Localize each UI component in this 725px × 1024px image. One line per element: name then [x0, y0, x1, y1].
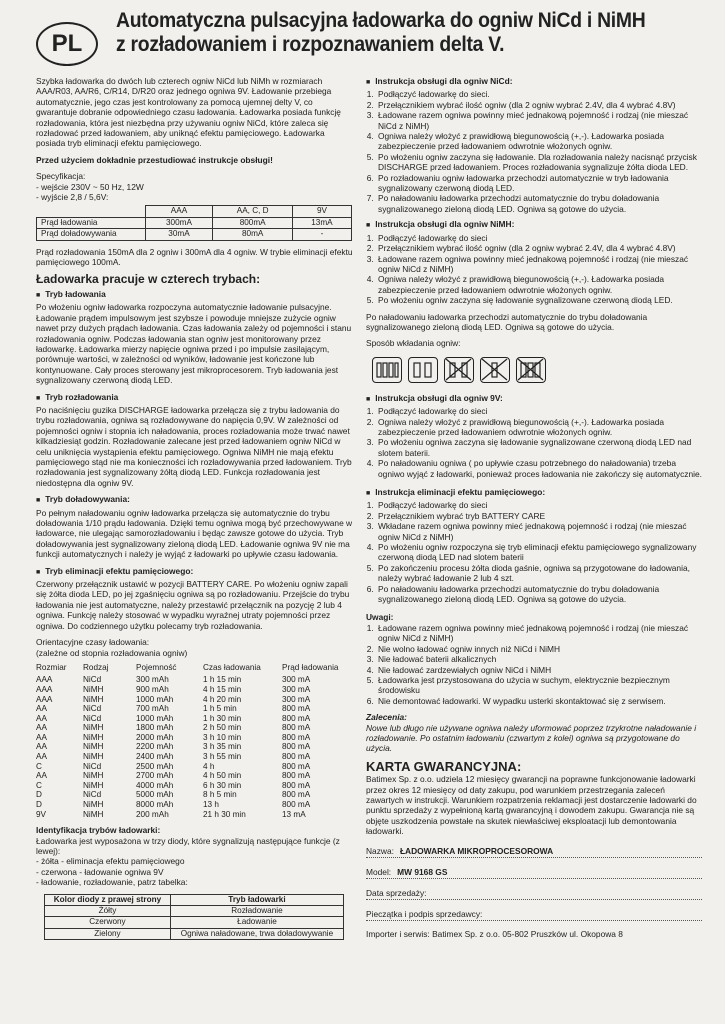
nicd-heading: ■ Instrukcja obsługi dla ogniw NiCd:	[366, 76, 702, 88]
table-header: Czas ładowania	[203, 662, 261, 672]
table-cell: AA	[36, 771, 47, 781]
table-cell: NiMH	[83, 771, 104, 781]
table-cell: AAA	[36, 684, 53, 694]
table-cell: 200 mAh	[136, 809, 169, 819]
list-item: 1. Podłączyć ładowarkę do sieci	[376, 233, 702, 243]
table-row	[36, 790, 343, 800]
intro-paragraph: Szybka ładowarka do dwóch lub czterech ogniw NiCd lub NiMh w rozmiarach AAA/R03, AA/R6, C/R14, D/R20 oraz jednego ogniwa 9V. Ładowanie przebiega automatycznie, jego czas jest kontrolowany za pomocą ujemnej delty V, co gwarantuje dobranie odpowiedniego czasu ładowania. Ładowarka posiada funkcję rozładowania, która jest niezbędna przy używaniu ogniw NiCd, które zaleca się rozładować przed ładowaniem, aby uniknąć efektu pamięciowego. Ładowarka posiada tryb eliminacji efektu pamięciowego.	[36, 76, 341, 149]
table-cell: C	[36, 761, 42, 771]
table-cell: AA	[36, 723, 47, 733]
ident-intro: Ładowarka jest wyposażona w trzy diody, które sygnalizują następujące funkcje (z lewej):	[36, 835, 340, 857]
warning-text: Przed użyciem dokładnie przestudiować instrukcje obsługi!	[36, 154, 273, 165]
table-cell: 80mA	[213, 229, 292, 240]
list-item: 1. Ładowane razem ogniwa powinny mieć jednakową pojemność i rodzaj (nie mieszać ogniw NiCd z NiMH)	[376, 623, 702, 644]
spec-table	[36, 205, 352, 240]
list-item: 7. Po naładowaniu ładowarka przechodzi automatycznie do trybu doładowania sygnalizowanego zieloną diodą LED. Ogniwa są gotowe do użycia.	[376, 193, 702, 214]
insert-title: Sposób wkładania ogniw:	[366, 338, 461, 349]
table-cell: 4 h 50 min	[203, 771, 242, 781]
memory-steps	[366, 500, 702, 604]
recommendations-heading: Zalecenia:	[366, 712, 407, 723]
table-header: 9V	[292, 206, 351, 217]
list-item: 1. Podłączyć ładowarkę do sieci	[376, 406, 702, 416]
table-cell: 300 mA	[282, 684, 311, 694]
table-cell: 2 h 50 min	[203, 723, 242, 733]
table-cell: 3 h 10 min	[203, 732, 242, 742]
list-item: 3. Po włożeniu ogniwa zaczyna się ładowanie sygnalizowane czerwoną diodą LED nad slotem baterii.	[376, 437, 702, 458]
sale-date-field[interactable]	[366, 885, 702, 900]
times-subtitle: (zależne od stopnia rozładowania ogniw)	[36, 647, 188, 658]
table-header: Rozmiar	[36, 662, 67, 672]
table-cell: 4 h	[203, 761, 215, 771]
table-cell: NiMH	[83, 684, 104, 694]
table-cell: 800mA	[213, 217, 292, 228]
list-item: 6. Po rozładowaniu ogniw ładowarka przechodzi automatycznie w tryb ładowania sygnalizowany czerwoną diodą LED.	[376, 173, 702, 194]
table-cell: 300 mA	[282, 675, 311, 685]
table-cell: 1 h 15 min	[203, 675, 242, 685]
table-cell: 800 mA	[282, 780, 311, 790]
table-cell: 2700 mAh	[136, 771, 174, 781]
table-cell: 2200 mAh	[136, 742, 174, 752]
table-row	[45, 894, 344, 905]
table-cell: AA	[36, 752, 47, 762]
v9-heading: ■ Instrukcja obsługi dla ogniw 9V:	[366, 393, 702, 405]
table-cell: AA	[36, 713, 47, 723]
list-item: 6. Po naładowaniu ładowarka przechodzi automatycznie do trybu doładowania sygnalizowanego zieloną diodą LED. Ogniwa są gotowe do użycia.	[376, 584, 702, 605]
table-header: Pojemność	[136, 662, 177, 672]
mode-text: Po pełnym naładowaniu ogniw ładowarka przełącza się automatycznie do trybu doładowania 1/10 prądu ładowania. Dzięki temu ogniwa mogą być przechowywane w ładowarce, nie ulegając samorozładowaniu i będąc zawsze gotowe do użycia. Tryb doładowywania jest sygnalizowany zieloną diodą LED. Ładowanie ogniwa 9V nie ma funkcji automatycznych i należy je wyjąć z ładowarki po upływie czasu ładowania.	[36, 507, 353, 560]
table-cell: NiMH	[83, 780, 104, 790]
mode-text: Po naciśnięciu guzika DISCHARGE ładowarka przełącza się z trybu ładowania do trybu rozładowania, ogniwa są rozładowywane do napięcia 0,9V. W zależności od pojemności ogniw i stopnia ich naładowania, proces rozładowania może trwać nawet kilkadziesiąt godzin. Rozładowanie zalecane jest przed ładowaniem ogniw NiCd w celu uniknięcia wystąpienia efektu pamięciowego. Ogniwa NiMH nie mają efektu pamięciowego stąd nie ma konieczności ich rozładowywania przed ładowaniem. Tryb rozładowania jest sygnalizowany żółtą diodą LED. Funkcja rozładowania jest niedostępna dla ogniw 9V.	[36, 404, 352, 488]
table-row	[36, 685, 343, 695]
table-cell: 21 h 30 min	[203, 809, 246, 819]
ident-title: Identyfikacja trybów ładowarki:	[36, 825, 161, 836]
title-line-1: Automatyczna pulsacyjna ładowarka do ogniw NiCd i NiMH	[116, 8, 646, 32]
table-header: Kolor diody z prawej strony	[45, 894, 171, 905]
table-cell: 300 mA	[282, 694, 311, 704]
table-cell: NiMH	[83, 809, 104, 819]
list-item: 5. Po włożeniu ogniw zaczyna się ładowanie. Dla rozładowania należy nacisnąć przycisk DISCHARGE przed ładowaniem. Proces rozładowania sygnalizuje żółta dioda LED.	[376, 152, 702, 173]
table-cell: 6 h 30 min	[203, 780, 242, 790]
memory-heading: ■ Instrukcja eliminacji efektu pamięciowego:	[366, 487, 702, 499]
list-item: 5. Po zakończeniu procesu żółta dioda gaśnie, ogniwa są przygotowane do ładowania, należy wybrać ładowanie 2 lub 4 szt.	[376, 563, 702, 584]
table-cell: 2000 mAh	[136, 732, 174, 742]
list-item: 5. Po włożeniu ogniw zaczyna się ładowanie sygnalizowane czerwoną diodą LED.	[376, 295, 702, 305]
name-field	[366, 843, 702, 858]
table-row	[36, 781, 343, 791]
sale-date-label: Data sprzedaży:	[366, 888, 427, 899]
table-row	[36, 752, 343, 762]
table-cell	[37, 206, 146, 217]
table-cell: 800 mA	[282, 771, 311, 781]
table-cell: 1800 mAh	[136, 723, 174, 733]
nicd-steps	[366, 89, 702, 214]
table-cell: 1000 mAh	[136, 694, 174, 704]
table-cell: Ładowanie	[170, 917, 343, 928]
table-row	[36, 675, 343, 685]
battery-wrong-icon	[480, 357, 510, 383]
table-cell: NiCd	[83, 790, 102, 800]
mode-heading: ■ Tryb ładowania	[36, 289, 354, 301]
list-item: 2. Nie wolno ładować ogniw innych niż NiCd i NiMH	[376, 644, 702, 654]
ident-list	[36, 856, 354, 887]
table-cell: 9V	[36, 809, 47, 819]
table-row	[45, 906, 344, 917]
warranty-heading: KARTA GWARANCYJNA:	[366, 758, 522, 774]
table-cell: 800 mA	[282, 723, 311, 733]
table-row	[36, 733, 343, 743]
table-row	[37, 229, 352, 240]
list-item: 4. Po włożeniu ogniw rozpoczyna się tryb eliminacji efektu pamięciowego sygnalizowany czerwoną diodą LED nad slotem baterii	[376, 542, 702, 563]
table-cell: NiCd	[83, 675, 102, 685]
spec-item: - wyjście 2,8 / 5,6V:	[36, 192, 109, 203]
table-row	[36, 771, 343, 781]
table-row	[37, 217, 352, 228]
stamp-field[interactable]	[366, 906, 702, 921]
table-row	[36, 663, 343, 675]
table-row	[36, 742, 343, 752]
table-cell: NiMH	[83, 800, 104, 810]
table-cell: 900 mAh	[136, 684, 169, 694]
table-row	[36, 695, 343, 705]
mode-text: Czerwony przełącznik ustawić w pozycji BATTERY CARE. Po włożeniu ogniw zapali się żółta dioda LED, po jej zgaśnięciu ogniwa są po rozładowaniu. Przejście do trybu ładowania nie jest automatyczne, należy przestawić przełącznik na pozycję 2 lub 4 ogniwa. Funkcję należy stosować w wypadku wyraźnej utraty pojemności przez ogniwa. Do codziennego użytku polecamy tryb rozładowania.	[36, 579, 350, 631]
table-header: Tryb ładowarki	[170, 894, 343, 905]
table-row	[36, 723, 343, 733]
mode-heading: ■ Tryb doładowywania:	[36, 494, 354, 506]
discharge-note: Prąd rozładowania 150mA dla 2 ogniw i 300mA dla 4 ogniw. W trybie eliminacji efektu pamięciowego 100mA.	[36, 246, 353, 268]
table-row	[36, 810, 343, 820]
spec-list	[36, 182, 354, 203]
table-cell: 2500 mAh	[136, 761, 174, 771]
list-item: 4. Nie ładować zardzewiałych ogniw NiCd i NiMH	[376, 665, 702, 675]
nimh-heading: ■ Instrukcja obsługi dla ogniw NiMH:	[366, 219, 702, 231]
table-cell: Czerwony	[45, 917, 171, 928]
table-cell: 1 h 30 min	[203, 713, 242, 723]
v9-steps	[366, 406, 702, 479]
battery-ok-icon	[372, 357, 402, 383]
list-item: 2. Ogniwa należy włożyć z prawidłową biegunowością (+,-). Ładowarka posiada zabezpieczenie przed ładowaniem odwrotnie włożonych ogniw.	[376, 417, 702, 438]
table-cell: 4000 mAh	[136, 780, 174, 790]
table-cell: AAA	[36, 694, 53, 704]
table-cell: 13 mA	[282, 809, 306, 819]
table-cell: NiMH	[83, 732, 104, 742]
table-cell: C	[36, 780, 42, 790]
table-cell: 1 h 5 min	[203, 704, 237, 714]
table-cell: NiCd	[83, 761, 102, 771]
table-row	[37, 206, 352, 217]
model-value: MW 9168 GS	[397, 867, 448, 878]
table-cell: Prąd doładowywania	[37, 229, 146, 240]
left-column	[36, 76, 354, 940]
ident-item: - ładowanie, rozładowanie, patrz tabelka:	[36, 877, 188, 888]
page-title	[116, 8, 656, 56]
table-row	[36, 762, 343, 772]
recommendations-text: Nowe lub długo nie używane ogniwa należy uformować poprzez trzykrotne naładowanie i rozładowanie. Po ostatnim ładowaniu (czwartym z kolei) ogniwa są przygotowane do użycia.	[366, 722, 697, 754]
table-cell: AAA	[36, 675, 53, 685]
table-cell: NiCd	[83, 713, 102, 723]
table-cell: NiMH	[83, 742, 104, 752]
table-cell: 800 mA	[282, 752, 311, 762]
table-header: Rodzaj	[83, 662, 109, 672]
list-item: 3. Ładowane razem ogniwa powinny mieć jednakową pojemność i rodzaj (nie mieszać NiCd z NiMH)	[376, 110, 702, 131]
table-row	[36, 714, 343, 724]
list-item: 2. Przełącznikiem wybrać tryb BATTERY CARE	[376, 511, 702, 521]
name-label: Nazwa:	[366, 846, 394, 857]
list-item: 2. Przełącznikiem wybrać ilość ogniw (dla 2 ogniw wybrać 2.4V, dla 4 wybrać 4.8V)	[376, 100, 702, 110]
table-cell: AA	[36, 742, 47, 752]
table-row	[45, 928, 344, 939]
table-cell: D	[36, 790, 42, 800]
ident-item: - czerwona - ładowanie ogniwa 9V	[36, 866, 164, 877]
modes-heading: Ładowarka pracuje w czterech trybach:	[36, 271, 261, 286]
table-cell: Prąd ładowania	[37, 217, 146, 228]
list-item: 5. Ładowarka jest przystosowana do użycia w suchym, elektrycznie bezpiecznym środowisku	[376, 675, 702, 696]
warranty-text: Batimex Sp. z o.o. udziela 12 miesięcy gwarancji na poprawne funkcjonowanie ładowarki przez okres 12 miesięcy od daty zakupu, pod warunkiem przestrzegania zaleceń zawartych w instrukcji. Warunkiem rozpatrzenia reklamacji jest dostarczenie ładowarki do punktu sprzedaży z wypełnioną kartą gwarancyjną i dowodem zakupu. Gwarancja nie są objęte uszkodzenia powstałe na skutek niewłaściwej eksploatacji lub demontowania ładowarki.	[366, 774, 697, 837]
table-cell: 300 mAh	[136, 675, 169, 685]
table-cell: Zielony	[45, 928, 171, 939]
table-cell: NiMH	[83, 752, 104, 762]
table-cell: 3 h 55 min	[203, 752, 242, 762]
table-cell: NiMH	[83, 694, 104, 704]
table-cell: 700 mAh	[136, 704, 169, 714]
led-table	[44, 894, 344, 941]
warnings-steps	[366, 623, 702, 706]
table-cell: NiCd	[83, 704, 102, 714]
table-row	[36, 704, 343, 714]
table-cell: 800 mA	[282, 761, 311, 771]
nimh-steps	[366, 233, 702, 306]
table-header: Prąd ładowania	[282, 662, 339, 672]
mode-heading: ■ Tryb rozładowania	[36, 392, 354, 404]
stamp-label: Pieczątka i podpis sprzedawcy:	[366, 909, 483, 920]
list-item: 1. Podłączyć ładowarkę do sieci	[376, 500, 702, 510]
right-column	[366, 76, 702, 939]
mode-text: Po włożeniu ogniw ładowarka rozpoczyna automatycznie ładowanie pulsacyjne. Ładowanie prądem impulsowym jest szybsze i powoduje mniejsze zużycie ogniw nawet przy dużych prądach ładowania. Czas ładowania zależy od pojemności i stanu rozładowania ogniw. Podczas ładowania stan ogniw jest monitorowany przez ładowarkę. Ładowarka mierzy napięcie ogniwa przed i po impulsie zasilającym, porównuje wartości, w zależności od wyników, ładowanie jest kończone lub kontynuowane. Cały proces sterowany jest mikroprocesorem. Tryb ładowania jest sygnalizowany czerwoną diodą LED.	[36, 302, 352, 386]
language-badge: PL	[36, 22, 98, 66]
ident-item: - żółta - eliminacja efektu pamięciowego	[36, 856, 185, 867]
battery-wrong-icon	[444, 357, 474, 383]
list-item: 3. Nie ładować baterii alkalicznych	[376, 654, 702, 664]
table-cell: D	[36, 800, 42, 810]
model-field	[366, 864, 702, 879]
table-row	[45, 917, 344, 928]
table-cell: 2400 mAh	[136, 752, 174, 762]
table-cell: Żółty	[45, 906, 171, 917]
list-item: 6. Nie demontować ładowarki. W wypadku usterki skontaktować się z serwisem.	[376, 696, 702, 706]
mode-heading: ■ Tryb eliminacji efektu pamięciowego:	[36, 566, 354, 578]
table-row	[36, 800, 343, 810]
table-cell: 4 h 20 min	[203, 694, 242, 704]
spec-item: - wejście 230V ~ 50 Hz, 12W	[36, 181, 144, 192]
model-label: Model:	[366, 867, 392, 878]
list-item: 4. Po naładowaniu ogniwa ( po upływie czasu potrzebnego do naładowania) trzeba ogniwo wyjąć z ładowarki, ponieważ proces ładowania nie zakończy się automatycznie.	[376, 458, 702, 479]
warnings-heading: Uwagi:	[366, 612, 394, 623]
table-cell: -	[292, 229, 351, 240]
table-cell: 300mA	[145, 217, 213, 228]
capacity-table	[36, 663, 343, 819]
list-item: 4. Ogniwa należy włożyć z prawidłową biegunowością (+,-). Ładowarka posiada zabezpieczenie przed ładowaniem odwrotnie włożonych ogniw.	[376, 274, 702, 295]
table-cell: 800 mA	[282, 732, 311, 742]
table-cell: 1000 mAh	[136, 713, 174, 723]
table-header: AAA	[145, 206, 213, 217]
table-cell: 13mA	[292, 217, 351, 228]
table-cell: 30mA	[145, 229, 213, 240]
list-item: 3. Wkładane razem ogniwa powinny mieć jednakową pojemność i rodzaj (nie mieszać ogniw NiCd z NiMH)	[376, 521, 702, 542]
battery-wrong-icon	[516, 357, 546, 383]
table-header: AA, C, D	[213, 206, 292, 217]
table-cell: 800 mA	[282, 742, 311, 752]
nimh-after: Po naładowaniu ładowarka przechodzi automatycznie do trybu doładowania sygnalizowanego zieloną diodą LED. Ogniwa są gotowe do użycia.	[366, 311, 648, 332]
name-value: ŁADOWARKA MIKROPROCESOROWA	[399, 846, 554, 857]
table-cell: 3 h 35 min	[203, 742, 242, 752]
table-cell: Rozładowanie	[170, 906, 343, 917]
battery-insert-diagram	[372, 357, 702, 383]
table-cell: AA	[36, 704, 47, 714]
list-item: 2. Przełącznikiem wybrać ilość ogniw (dla 2 ogniw wybrać 2.4V, dla 4 wybrać 4.8V)	[376, 243, 702, 253]
table-cell: 800 mA	[282, 790, 311, 800]
table-cell: 800 mA	[282, 800, 311, 810]
table-cell: 800 mA	[282, 713, 311, 723]
table-cell: NiMH	[83, 723, 104, 733]
table-cell: Ogniwa naładowane, trwa doładowywanie	[170, 928, 343, 939]
table-cell: 8 h 5 min	[203, 790, 237, 800]
table-cell: 5000 mAh	[136, 790, 174, 800]
times-title: Orientacyjne czasy ładowania:	[36, 637, 150, 648]
list-item: 1. Podłączyć ładowarkę do sieci.	[376, 89, 702, 99]
title-line-2: z rozładowaniem i rozpoznawaniem delta V.	[116, 32, 505, 56]
list-item: 3. Ładowane razem ogniwa powinny mieć jednakową pojemność i rodzaj (nie mieszać ogniw NiCd z NiMH)	[376, 254, 702, 275]
table-cell: 8000 mAh	[136, 800, 174, 810]
spec-title: Specyfikacja:	[36, 171, 86, 182]
battery-ok-icon	[408, 357, 438, 383]
importer-text: Importer i serwis: Batimex Sp. z o.o. 05-802 Pruszków ul. Okopowa 8	[366, 928, 623, 939]
table-cell: 800 mA	[282, 704, 311, 714]
table-cell: 13 h	[203, 800, 219, 810]
list-item: 4. Ogniwa należy włożyć z prawidłową biegunowością (+,-). Ładowarka posiada zabezpieczenie przed ładowaniem odwrotnie włożonych ogniw.	[376, 131, 702, 152]
table-cell: 4 h 15 min	[203, 684, 242, 694]
table-cell: AA	[36, 732, 47, 742]
